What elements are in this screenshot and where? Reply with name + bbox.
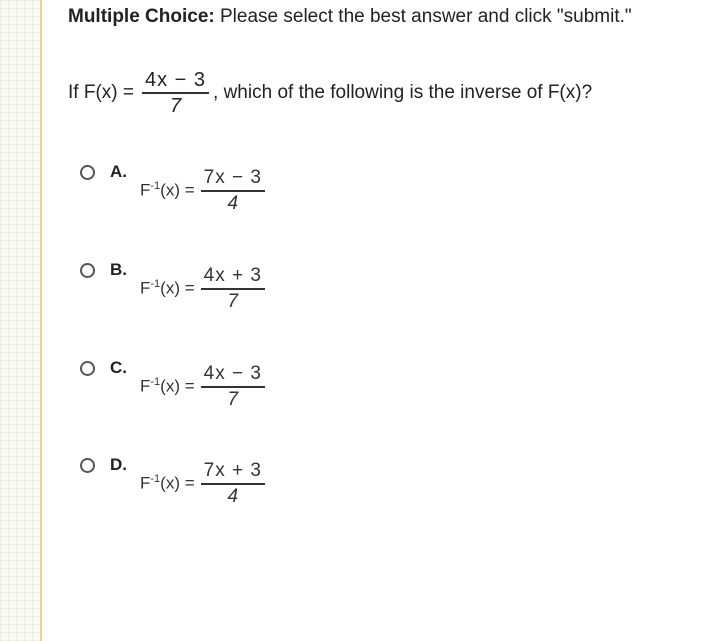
option-b-radio[interactable] <box>80 263 95 278</box>
option-b-lhs-base: F <box>140 279 151 299</box>
question-denominator: 7 <box>169 94 182 117</box>
option-a-letter: A. <box>110 162 127 181</box>
option-b-lhs <box>140 278 195 299</box>
option-d-radio[interactable] <box>80 458 95 473</box>
option-b-expression <box>140 264 265 314</box>
option-a-radio[interactable] <box>80 165 95 180</box>
option-b-lhs-arg: (x) = <box>160 279 195 299</box>
option-b-numerator: 4x + 3 <box>203 265 262 286</box>
option-d[interactable] <box>80 455 265 509</box>
option-b-letter: B. <box>110 260 127 279</box>
option-a-expression <box>140 166 265 216</box>
grid-margin-decoration <box>0 0 40 641</box>
option-b-lhs-sup: -1 <box>150 278 161 291</box>
option-c-fraction <box>201 362 265 412</box>
option-a[interactable] <box>80 162 265 216</box>
option-a-lhs-base: F <box>140 181 151 201</box>
question-fraction <box>142 68 209 118</box>
option-c-numerator: 4x − 3 <box>203 363 262 384</box>
option-c-lhs-base: F <box>140 377 151 397</box>
option-c-denominator: 7 <box>227 388 239 410</box>
instructions <box>68 6 632 28</box>
margin-accent-line <box>40 0 42 641</box>
question-prefix: If F(x) = <box>68 81 134 103</box>
question-suffix: , which of the following is the inverse of F(x)? <box>213 81 593 103</box>
option-d-letter: D. <box>110 455 127 474</box>
option-d-lhs <box>140 473 195 494</box>
option-b-denominator: 7 <box>227 290 239 312</box>
option-c-letter: C. <box>110 358 127 377</box>
option-d-lhs-sup: -1 <box>150 473 161 486</box>
option-c[interactable] <box>80 358 265 412</box>
question-panel <box>68 0 720 641</box>
question-numerator: 4x − 3 <box>144 69 207 91</box>
option-d-numerator: 7x + 3 <box>203 460 262 481</box>
option-a-lhs-sup: -1 <box>150 180 161 193</box>
option-a-denominator: 4 <box>227 192 239 214</box>
option-a-lhs <box>140 180 195 201</box>
option-d-lhs-base: F <box>140 474 151 494</box>
option-d-denominator: 4 <box>227 485 239 507</box>
option-d-fraction <box>201 459 265 509</box>
option-b[interactable] <box>80 260 265 314</box>
option-c-lhs-sup: -1 <box>150 376 161 389</box>
instructions-text: Please select the best answer and click "submit." <box>214 6 632 27</box>
option-c-expression <box>140 362 265 412</box>
option-b-fraction <box>201 264 265 314</box>
option-c-lhs <box>140 376 195 397</box>
instructions-label: Multiple Choice: <box>68 6 215 27</box>
option-a-numerator: 7x − 3 <box>203 167 262 188</box>
option-a-lhs-arg: (x) = <box>160 181 195 201</box>
option-c-lhs-arg: (x) = <box>160 377 195 397</box>
option-d-lhs-arg: (x) = <box>160 474 195 494</box>
option-a-fraction <box>201 166 265 216</box>
question-stem <box>68 68 592 118</box>
option-c-radio[interactable] <box>80 361 95 376</box>
option-d-expression <box>140 459 265 509</box>
